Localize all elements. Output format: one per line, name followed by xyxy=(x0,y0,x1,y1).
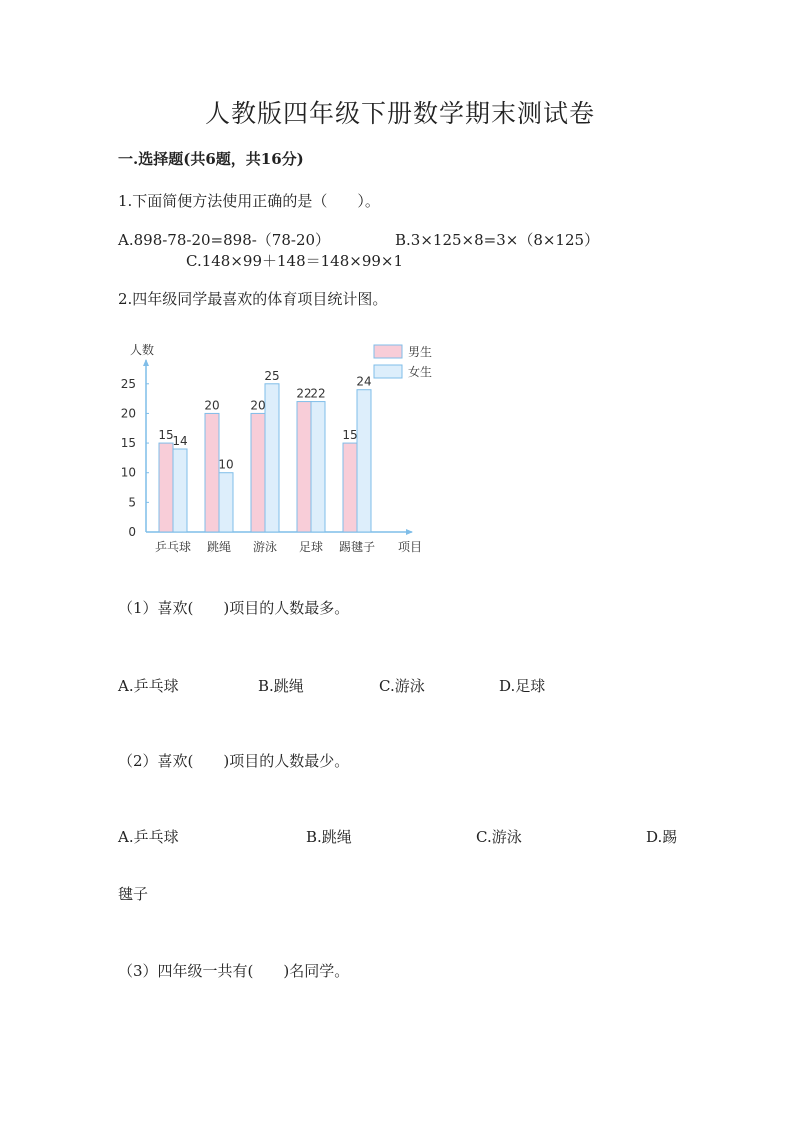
category-label: 乒乓球 xyxy=(154,540,192,554)
bar-value-label: 14 xyxy=(172,434,188,448)
question-1-option-c: C.148×99＋148＝148×99×1 xyxy=(186,252,404,270)
question-2-1-stem: （1）喜欢( )项目的人数最多。 xyxy=(118,599,350,617)
legend-label: 男生 xyxy=(408,345,433,359)
bar-value-label: 15 xyxy=(342,428,358,443)
legend-swatch xyxy=(374,345,402,358)
y-tick-label: 20 xyxy=(120,406,136,421)
bar xyxy=(311,402,325,532)
bar-value-label: 24 xyxy=(356,374,372,389)
bar-value-label: 20 xyxy=(250,398,266,413)
question-1-option-a: A.898-78-20=898-（78-20） xyxy=(118,231,331,249)
bar-value-label: 10 xyxy=(218,457,234,472)
bar xyxy=(159,443,173,532)
sports-bar-chart xyxy=(112,330,442,560)
bar xyxy=(343,443,357,532)
bar xyxy=(251,413,265,532)
legend-label: 女生 xyxy=(408,365,433,379)
question-2-2-option-d: D.踢 xyxy=(646,828,678,846)
bar xyxy=(219,473,233,532)
bar-value-label: 22 xyxy=(296,386,312,401)
category-label: 足球 xyxy=(298,540,324,554)
question-2-1-option-d: D.足球 xyxy=(499,677,546,695)
bar-value-label: 22 xyxy=(310,386,326,401)
page-title: 人教版四年级下册数学期末测试卷 xyxy=(204,99,595,128)
category-label: 游泳 xyxy=(252,540,278,554)
section-heading: 一.选择题(共6题，共16分) xyxy=(118,150,304,168)
y-tick-label: 15 xyxy=(120,436,136,451)
question-2-3-stem: （3）四年级一共有( )名同学。 xyxy=(118,962,350,980)
question-2-2-option-a: A.乒乓球 xyxy=(118,828,179,846)
bar xyxy=(297,402,311,532)
y-tick-label: 25 xyxy=(120,376,136,391)
category-label: 踢毽子 xyxy=(338,540,376,554)
question-2-1-option-c: C.游泳 xyxy=(379,677,425,695)
x-axis-arrow xyxy=(406,529,413,535)
bar xyxy=(205,413,219,532)
x-axis-label: 项目 xyxy=(398,540,423,554)
y-tick-label: 0 xyxy=(128,525,136,539)
question-2-2-option-b: B.跳绳 xyxy=(306,828,352,846)
y-axis-arrow xyxy=(143,359,149,366)
question-1-option-b: B.3×125×8=3×（8×125） xyxy=(395,231,600,249)
question-2-2-option-c: C.游泳 xyxy=(476,828,522,846)
y-axis-label: 人数 xyxy=(130,343,155,357)
category-label: 跳绳 xyxy=(206,540,232,554)
legend-swatch xyxy=(374,365,402,378)
bar xyxy=(265,384,279,532)
question-2-stem: 2.四年级同学最喜欢的体育项目统计图。 xyxy=(118,290,388,308)
question-1-stem: 1.下面简便方法使用正确的是（ ）。 xyxy=(118,192,380,210)
bar xyxy=(173,449,187,532)
y-tick-label: 10 xyxy=(120,465,136,480)
y-tick-label: 5 xyxy=(128,495,136,510)
question-2-1-option-a: A.乒乓球 xyxy=(118,677,179,695)
bar-value-label: 20 xyxy=(204,398,220,413)
question-2-1-option-b: B.跳绳 xyxy=(258,677,304,695)
bar-value-label: 25 xyxy=(264,368,280,383)
bar-value-label: 15 xyxy=(158,428,174,443)
question-2-2-stem: （2）喜欢( )项目的人数最少。 xyxy=(118,752,350,770)
bar xyxy=(357,390,371,532)
question-2-2-option-d-wrap: 毽子 xyxy=(118,885,149,903)
